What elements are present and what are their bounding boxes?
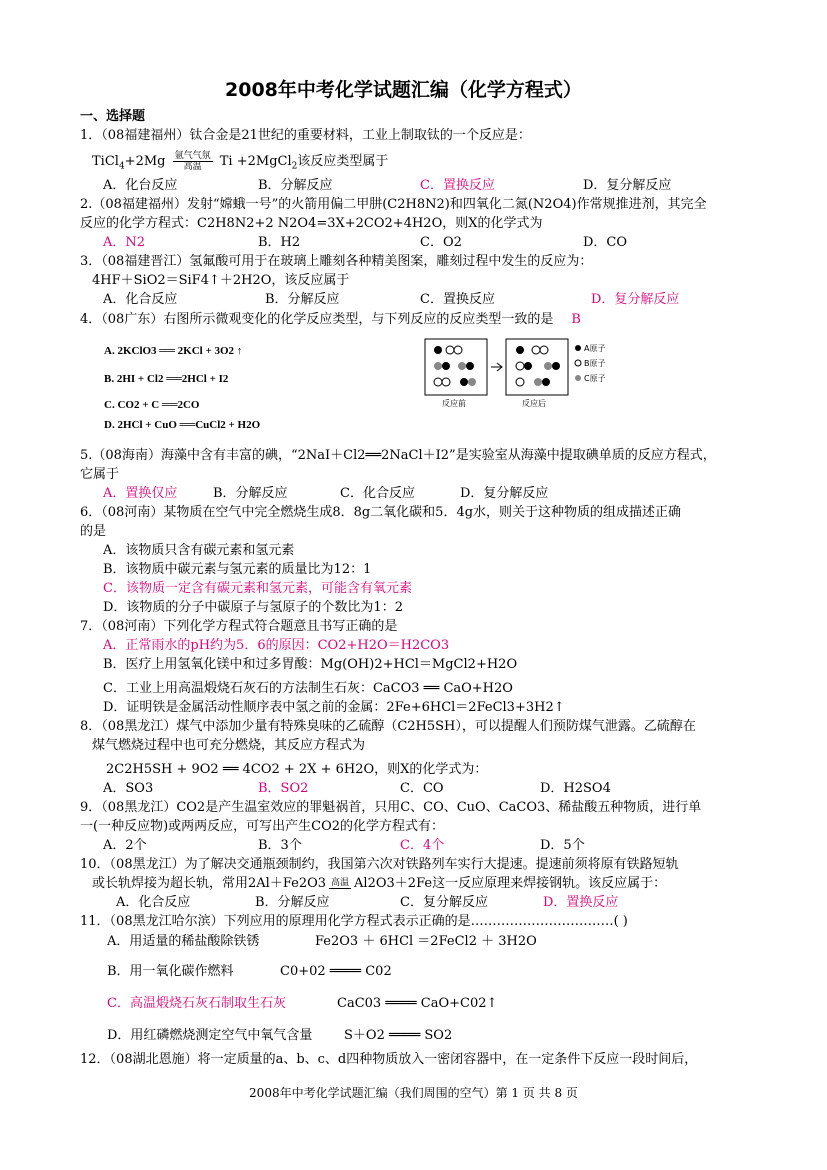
q10-option-d: D．置换反应	[543, 895, 619, 910]
q1-option-a: A．化台反应	[103, 178, 178, 193]
q11-option-c: C．高温煅烧石灰石制取生石灰	[107, 996, 286, 1011]
q10-option-c: C．复分解反应	[400, 895, 488, 910]
q1-reaction-condition: 氩气气氛 高温	[174, 151, 211, 172]
q5-line2: 它属于	[80, 467, 120, 482]
q2-option-d: D．CO	[583, 235, 628, 250]
q7-line1: 7．（08河南）下列化学方程式符合题意且书写正确的是	[80, 619, 398, 634]
q7-option-a: A．正常雨水的pH约为5．6的原因：CO2+H2O＝H2CO3	[103, 638, 450, 653]
q4-line1: 4．（08广东）右图所示微观变化的化学反应类型，与下列反应的反应类型一致的是 B	[80, 312, 581, 327]
q10-reaction-condition: 高温	[331, 878, 350, 888]
q4-legend-a: A原子	[584, 344, 606, 353]
q10-line1: 10．（08黑龙江）为了解决交通瓶颈制约，我国第六次对铁路列车实行大提速。提速前须将原有铁路短轨	[80, 857, 679, 872]
q9-line2: 一(一种反应物)或两两反应，可写出产生CO2的化学方程式有：	[80, 819, 445, 834]
page-footer: 2008年中考化学试题汇编（我们周围的空气）第 1 页 共 8 页	[249, 1086, 578, 1100]
q3-line1: 3．（08福建晋江）氢氟酸可用于在玻璃上雕刻各种精美图案，雕刻过程中发生的反应为：	[80, 254, 593, 269]
q5-option-a: A．置换仅应	[103, 486, 178, 501]
q8-option-c: C．CO	[400, 781, 444, 796]
q10-option-a: A．化合反应	[116, 895, 191, 910]
q4-label-before: 反应前	[442, 399, 466, 408]
q11-option-a: A．用适量的稀盐酸除铁锈	[107, 934, 260, 949]
q6-option-a: A．该物质只含有碳元素和氢元素	[103, 543, 295, 558]
q6-option-d: D．该物质的分子中碳原子与氢原子的个数比为1：2	[103, 600, 403, 615]
q6-line2: 的是	[80, 524, 107, 539]
q4-label-after: 反应后	[522, 399, 546, 408]
q3-option-a: A．化合反应	[103, 292, 178, 307]
q12-line1: 12．（08湖北恩施）将一定质量的a、b、c、d四种物质放入一密闭容器中，在一定条件下反应一段时间后，	[80, 1052, 698, 1067]
q8-option-a: A．SO3	[103, 781, 154, 796]
q4-eq-d: D. 2HCl + CuO ══CuCl2 + H2O	[104, 419, 261, 431]
q4-eq-c: C. CO2 + C ══2CO	[104, 399, 200, 411]
q9-option-a: A．2个	[103, 838, 147, 853]
q3-line2: 4HF＋SiO2＝SiF4↑＋2H2O，该反应属于	[92, 273, 350, 288]
q3-option-c: C．置换反应	[420, 292, 495, 307]
q8-option-b: B．SO2	[258, 781, 309, 796]
q2-option-b: B．H2	[258, 235, 301, 250]
q7-option-d: D．证明铁是金属活动性顺序表中氢之前的金属：2Fe+6HCl＝2FeCl3+3H2↑	[103, 700, 565, 715]
q11-line1: 11．（08黑龙江哈尔滨）下列应用的原理用化学方程式表示正确的是……………………………( )	[80, 914, 628, 929]
q3-option-d: D．复分解反应	[591, 292, 680, 307]
q2-line1: 2.（08福建福州）发射“嫦蛾一号”的火箭用偏二甲肼(C2H8N2)和四氧化二氮(N2O4)作常规推进剂，其完全	[80, 197, 707, 212]
q1-option-c: C．置换反应	[420, 178, 495, 193]
q11-option-b: B．用一氧化碳作燃料	[107, 964, 234, 979]
q8-line1: 8．（08黑龙江）煤气中添加少量有特殊臭味的乙硫醇（C2H5SH），可以提醒人们预防煤气泄露。乙硫醇在	[80, 719, 696, 734]
q1-stem: 1．（08福建福州）钛合金是21世纪的重要材料，工业上制取钛的一个反应是：	[80, 128, 531, 143]
q8-option-d: D．H2SO4	[540, 781, 611, 796]
q9-option-c: C．4个	[400, 838, 445, 853]
page-title: 2008年中考化学试题汇编（化学方程式）	[225, 79, 582, 101]
q11-option-b-equation: C0+02 ════ C02	[280, 964, 392, 979]
q8-line2: 煤气燃烧过程中也可充分燃烧，其反应方程式为	[92, 738, 366, 753]
q9-option-d: D．5个	[540, 838, 585, 853]
q2-option-c: C．O2	[420, 235, 462, 250]
q11-option-d-equation: S＋O2 ════ SO2	[344, 1028, 453, 1043]
q4-legend-c: C原子	[584, 374, 606, 383]
q5-option-b: B．分解反应	[213, 486, 288, 501]
q11-option-d: D．用红磷燃烧测定空气中氧气含量	[107, 1028, 313, 1043]
q5-option-c: C．化合反应	[340, 486, 415, 501]
q6-option-c: C．该物质一定含有碳元素和氢元素，可能含有氧元素	[103, 581, 412, 596]
q4-micro-diagram	[420, 336, 640, 410]
q7-option-c: C．工业上用高温煅烧石灰石的方法制生石灰：CaCO3 ══ CaO+H2O	[103, 681, 513, 696]
q2-line2: 反应的化学方程式：C2H8N2+2 N2O4=3X+2CO2+4H2O，则X的化学式为	[80, 216, 543, 231]
q11-option-c-equation: CaC03 ════ CaO+C02↑	[337, 996, 498, 1011]
q6-line1: 6．（08河南）某物质在空气中完全燃烧生成8．8g二氧化碳和5．4g水，则关于这种物质的组成描述正确	[80, 505, 682, 520]
q9-option-b: B．3个	[258, 838, 302, 853]
q7-option-b: B．医疗上用氢氧化镁中和过多胃酸：Mg(OH)2+HCl＝MgCl2+H2O	[103, 657, 518, 672]
q11-option-a-equation: Fe2O3 ＋ 6HCl ＝2FeCl2 ＋ 3H2O	[315, 934, 537, 949]
q9-line1: 9．（08黑龙江）CO2是产生温室效应的罪魁祸首，只用C、CO、CuO、CaCO3、稀盐酸五种物质，进行单	[80, 800, 702, 815]
q1-option-b: B．分解反应	[258, 178, 333, 193]
q4-legend-b: B原子	[584, 359, 606, 368]
q6-option-b: B．该物质中碳元素与氢元素的质量比为12：1	[103, 562, 372, 577]
q4-answer: B	[571, 312, 581, 327]
q4-eq-a: A. 2KClO3 ══ 2KCl + 3O2 ↑	[104, 345, 243, 357]
q10-line2: 或长轨焊接为超长轨，常用2Al＋Fe2O3 高温 Al2O3＋2Fe这一反应原理来焊接钢轨。该反应属于：	[92, 876, 667, 891]
q8-equation: 2C2H5SH + 9O2 ══ 4CO2 + 2X + 6H2O，则X的化学式为：	[106, 762, 488, 777]
q4-eq-b: B. 2HI + Cl2 ══2HCl + I2	[104, 373, 229, 385]
q2-option-a: A．N2	[103, 235, 146, 250]
q3-option-b: B．分解反应	[265, 292, 340, 307]
q5-option-d: D．复分解反应	[460, 486, 549, 501]
q5-line1: 5.（08海南）海藻中含有丰富的碘，“2NaI＋Cl2══2NaCl＋I2”是实验室从海藻中提取碘单质的反应方程式，	[80, 448, 716, 463]
q1-equation: TiCl$_4$+2Mg 氩气气氛 高温 Ti +2MgCl$_2$该反应类型属于	[92, 151, 389, 172]
q1-option-d: D．复分解反应	[583, 178, 672, 193]
q10-option-b: B．分解反应	[255, 895, 330, 910]
section-heading: 一、选择题	[80, 109, 146, 124]
